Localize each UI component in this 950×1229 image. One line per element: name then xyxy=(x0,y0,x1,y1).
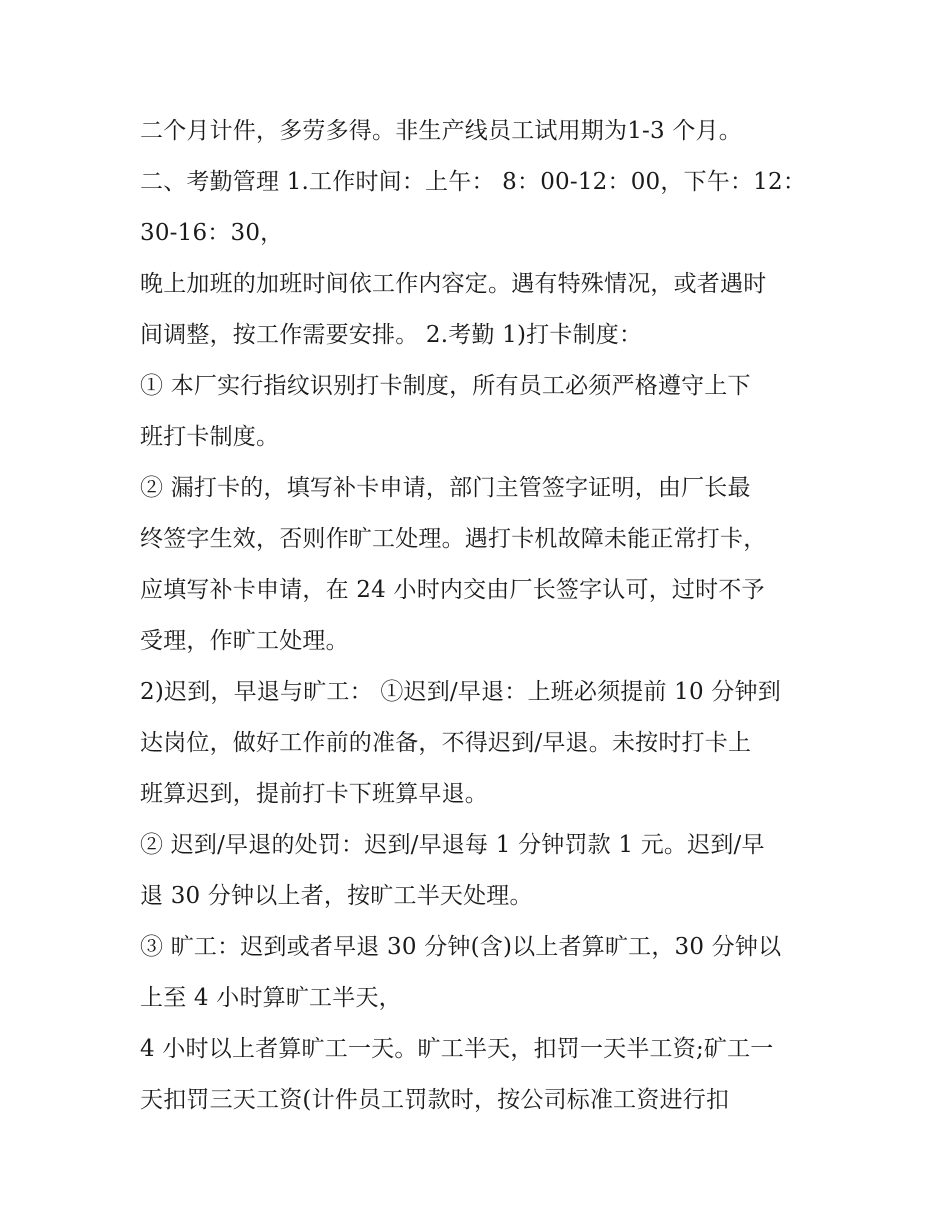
text-line: ② 漏打卡的，填写补卡申请，部门主管签字证明，由厂长最 xyxy=(140,475,751,501)
text-line: 达岗位，做好工作前的准备，不得迟到/早退。未按时打卡上 xyxy=(140,730,752,756)
text-line: 天扣罚三天工资(计件员工罚款时，按公司标准工资进行扣 xyxy=(140,1087,730,1113)
text-line: 间调整，按工作需要安排。 2.考勤 1)打卡制度： xyxy=(140,322,643,348)
text-line: 上至 4 小时算旷工半天， xyxy=(140,985,402,1011)
text-line: 晚上加班的加班时间依工作内容定。遇有特殊情况，或者遇时 xyxy=(140,271,767,297)
text-line: 二、考勤管理 1.工作时间：上午： 8：00-12：00，下午：12： xyxy=(140,169,807,195)
text-line: 4 小时以上者算旷工一天。旷工半天，扣罚一天半工资;矿工一 xyxy=(140,1036,774,1062)
text-line: 30-16：30， xyxy=(140,220,284,246)
text-line: 2)迟到，早退与旷工： ①迟到/早退：上班必须提前 10 分钟到 xyxy=(140,679,781,705)
text-line: ② 迟到/早退的处罚：迟到/早退每 1 分钟罚款 1 元。迟到/早 xyxy=(140,832,765,858)
text-line: 终签字生效，否则作旷工处理。遇打卡机故障未能正常打卡， xyxy=(140,526,767,552)
text-line: 退 30 分钟以上者，按旷工半天处理。 xyxy=(140,883,533,909)
text-line: 受理，作旷工处理。 xyxy=(140,628,349,654)
text-line: 班算迟到，提前打卡下班算早退。 xyxy=(140,781,488,807)
text-line: ③ 旷工：迟到或者早退 30 分钟(含)以上者算旷工，30 分钟以 xyxy=(140,934,782,960)
text-line: 二个月计件，多劳多得。非生产线员工试用期为1-3 个月。 xyxy=(140,118,742,144)
text-line: ① 本厂实行指纹识别打卡制度，所有员工必须严格遵守上下 xyxy=(140,373,751,399)
text-line: 班打卡制度。 xyxy=(140,424,280,450)
document-body xyxy=(140,106,830,1126)
text-line: 应填写补卡申请，在 24 小时内交由厂长签字认可，过时不予 xyxy=(140,577,765,603)
